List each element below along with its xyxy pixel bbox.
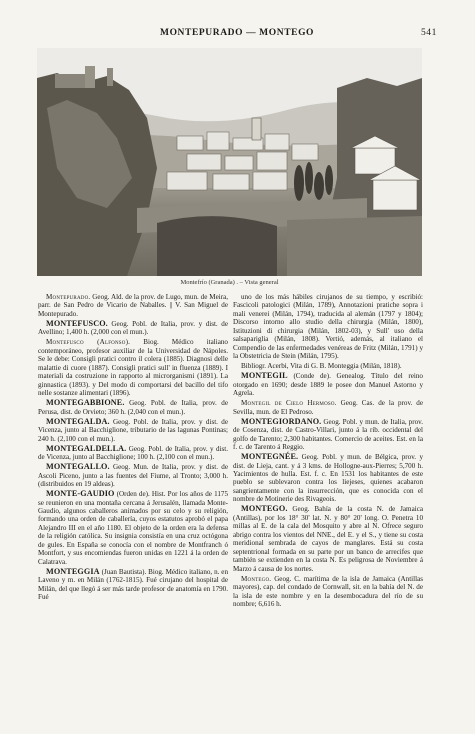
page-number: 541 xyxy=(420,28,437,38)
dictionary-entry xyxy=(38,293,228,318)
right-text-column xyxy=(233,293,423,610)
entry-headword: MONTE-GAUDIO xyxy=(46,489,115,499)
left-text-column xyxy=(38,293,228,603)
dictionary-entry xyxy=(233,362,423,370)
entry-headword: MONTEGALDELLA. xyxy=(46,443,127,453)
entry-text: Geog. Bahía de la costa N. de Jamaica (Antillas), por los 18° 30' lat. N. y 80° 20' long. O. Penetra 10 millas al E. de la cala del Mosquito y abre al N. Ofrece seguro abrigo contra los vientos del NNE., del E. y el S., y tiene su costa meridional sembrada de cayos de manglares. Está su costa septentrional formada en su parte por un banco de arrecifes que también se extienden en la costa N. Es peligrosa de Noviembre á Marzo á causa de los nortes. xyxy=(233,505,423,573)
dictionary-entry xyxy=(38,463,228,488)
entry-headword: MONTEGGIA xyxy=(46,566,100,576)
entry-text: Geog. Pobl. de Italia, prov. y dist. de Vicenza, junto al Bacchiglione, tributario de las lagunas Pontinas; 240 h. (2,100 con el mun.). xyxy=(38,417,228,443)
entry-text: Biog. Médico italiano contemporáneo, profesor auxiliar de la Universidad de Nápoles. Se le debe: Consigli pratici contro il colera (1885). Diagnosi delle malattie di cuore (1887). Consigli pratici sull' in fluenza (1889). I materiali da costruzione in rapporto al microrganismi (1891). La ginnastica (1893). y Del modo di comportarsi del bacillo del tifo nelle sostanze alimentari (1896). xyxy=(38,338,228,398)
dictionary-entry xyxy=(233,505,423,573)
dictionary-entry xyxy=(233,372,423,397)
entry-headword: MONTEGIORDANO. xyxy=(241,416,322,426)
dictionary-entry xyxy=(38,338,228,397)
entry-headword: Montegil de Cielo Hermoso. xyxy=(241,399,337,408)
entry-text: Geog. Mun. de Italia, prov. y dist. de Ascoli Piceno, junto a las fuentes del Fiume, al Tronto; 3,000 h. (distribuidos en 19 aldeas). xyxy=(38,463,228,489)
entry-text: Geog. Ald. de la prov. de Lugo, mun. de Meira, parr. de San Pedro de Vicario de Naballes. || V. San Miguel de Montepurado. xyxy=(38,293,228,318)
dictionary-entry xyxy=(38,490,228,566)
town-photograph xyxy=(37,48,422,276)
dictionary-entry xyxy=(233,453,423,504)
entry-text: Geog. Pobl. y mun. de Italia, prov. de Cosenza, dist. de Castro-Villari, junto á la rib. occidental del golfo de Tarento; 2,300 habitantes. Comercio de aceites. Est. en la f. c. de Tarento á Reggio. xyxy=(233,417,423,452)
figure-caption: Montefrío (Granada) . – Vista general xyxy=(180,279,279,286)
dictionary-entry xyxy=(38,445,228,462)
dictionary-entry xyxy=(38,418,228,443)
entry-text: (Orden de). Hist. Por los años de 1175 se reunieron en una montaña cercana á Jerusalén, llamada Monte-Gaudio, algunos caballeros animados por su celo y su religión, formando una orden de caballería, cuyos estatutos aprobó el papa Alejandro III en el año 1180. El objeto de la orden era la defensa de la religión católica. Su insignia consistía en una cruz octógona de gules. En España se conocía con el nombre de Montfranch ó Montfort, y sus encomiendas fueron unidas en 1221 á la orden de Calatrava. xyxy=(38,490,228,566)
dictionary-entry xyxy=(38,568,228,602)
entry-headword: MONTEGIL xyxy=(241,371,288,381)
entry-text: Geog. Cas. de la prov. de Sevilla, mun. de El Pedroso. xyxy=(233,399,423,416)
entry-text: Geog. Pobl. de Italia, prov. de Perusa, dist. de Orvieto; 360 h. (2,040 con el mun.). xyxy=(38,399,228,416)
entry-headword: MONTEGNÉE. xyxy=(241,452,299,462)
entry-text: Geog. C. marítima de la isla de Jamaica (Antillas mayores), cap. del condado de Cornwall, sit. en la bahía del N. de la isla de este nombre y en la desembocadura del río de su nombre; 6,616 h. xyxy=(233,574,424,609)
entry-text: Bibliogr. Acerbi, Vita di G. B. Monteggia (Milán, 1818). xyxy=(241,362,402,371)
entry-headword: MONTEFUSCO. xyxy=(46,318,108,328)
dictionary-entry xyxy=(233,418,423,452)
dictionary-entry xyxy=(233,399,423,416)
dictionary-entry xyxy=(233,293,423,361)
entry-headword: MONTEGABBIONE. xyxy=(46,398,125,408)
entry-headword: Montefusco (Alfonso). xyxy=(46,338,131,347)
entry-headword: MONTEGALLO. xyxy=(46,462,110,472)
running-head-title: MONTEPURADO — MONTEGO xyxy=(160,28,315,38)
entry-text: (Juan Bautista). Biog. Médico italiano, n. en Laveno y m. en Milán (1762-1815). Fué cirujano del hospital de Milán, del que llegó á ser más tarde profesor de anatomía en 1790. Fué xyxy=(38,567,228,602)
entry-headword: MONTEGALDA. xyxy=(46,416,110,426)
photograph-illustration xyxy=(37,48,422,276)
entry-headword: MONTEGO. xyxy=(241,504,288,514)
entry-text: Geog. Pobl. de Italia, prov. y dist. de Vicenza, junto al Bacchiglione; 100 h. (2,100 con el mun.). xyxy=(38,444,228,462)
entry-text: Geog. Pobl. y mun. de Bélgica, prov. y dist. de Lieja, cant. y á 3 kms. de Hollogne-aux-Pierres; 5,700 h. Yacimientos de hulla. Est. f. c. En 1531 los habitantes de este pueblo se sublevaron contra los liejeses, quienes acabaron sangrientamente con la insurrección, que es conocida con el nombre de Motinerie des Rivageois. xyxy=(233,453,423,504)
entry-text: uno de los más hábiles cirujanos de su tiempo, y escribió: Fascicoli patologici (Milán, 1789), Annotazioni pratiche sopra i mali venerei (Milán, 1794), traducida al alemán (1797 y 1804); Discorso intorno allo studio della chirurgia (Milán, 1800), Istituzioni di chirurgia (Milán, 1802-03), y Sull' uso della salsapariglia (Milán, 1808). Vertió, además, al italiano el Compendio de las enfermedades venéreas de Fritz (Milán, 1791) y la Obstetricia de Stein (Milán, 1795). xyxy=(233,293,423,361)
dictionary-entry xyxy=(38,320,228,337)
dictionary-entry xyxy=(233,575,423,609)
entry-headword: Montego. xyxy=(241,574,272,583)
entry-text: Geog. Pobl. de Italia, prov. y dist. de Avellino; 1,400 h. (2,000 con el mun.). xyxy=(38,319,228,337)
entry-text: (Conde de). Genealog. Título del reino otorgado en 1690; desde 1889 le posee don Manuel Astorno y Agrela. xyxy=(233,372,423,398)
entry-headword: Montepurado. xyxy=(46,293,91,301)
running-head xyxy=(40,28,437,42)
dictionary-entry xyxy=(38,399,228,416)
